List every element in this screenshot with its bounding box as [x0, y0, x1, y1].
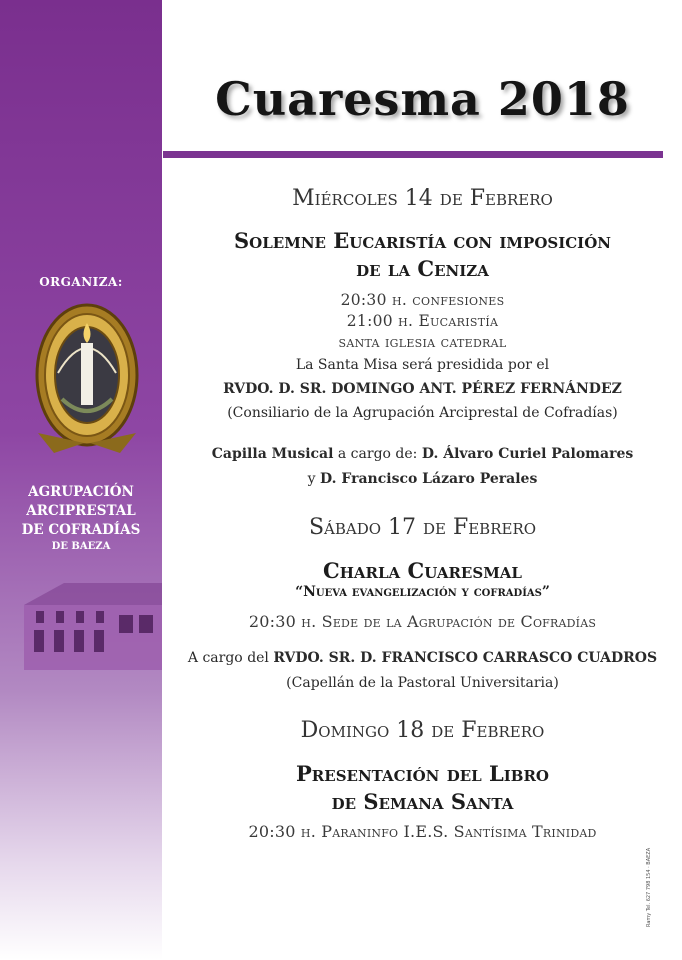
- organizer-line-2: ARCIPRESTAL: [26, 503, 136, 519]
- cofradias-seal-emblem: [34, 303, 140, 455]
- speaker-intro: A cargo del: [187, 650, 274, 666]
- music-label: Capilla Musical: [211, 446, 334, 462]
- speaker-name: RVDO. SR. D. FRANCISCO CARRASCO CUADROS: [273, 650, 658, 666]
- music-person-1: D. Álvaro Curiel Palomares: [421, 446, 634, 462]
- music-person-2: D. Francisco Lázaro Perales: [320, 471, 538, 487]
- page-title: Cuaresma 2018: [215, 72, 630, 126]
- event-1-time-2: 21:00 h. Eucaristía: [346, 312, 499, 330]
- music-connector: a cargo de:: [333, 446, 422, 462]
- event-3-time-place: 20:30 h. Paraninfo I.E.S. Santísima Trinidad: [248, 822, 597, 841]
- event-1-presider-role: (Consiliario de la Agrupación Arciprestal de Cofradías): [227, 405, 618, 421]
- event-1-presided-intro: La Santa Misa será presidida por el: [295, 357, 550, 373]
- event-2-time-place: 20:30 h. Sede de la Agrupación de Cofradías: [248, 612, 597, 631]
- title-divider: [163, 151, 663, 158]
- event-3-title-line-2: de Semana Santa: [331, 789, 514, 814]
- printer-imprint-text: Ramy Tel. 627 798 154 · BAEZA: [646, 847, 652, 927]
- event-1-time-1: 20:30 h. confesiones: [340, 291, 505, 309]
- event-1-date: Miércoles 14 de Febrero: [292, 186, 553, 211]
- sidebar: [0, 0, 162, 960]
- event-3-title-line-1: Presentación del Libro: [296, 761, 549, 786]
- event-3-date: Domingo 18 de Febrero: [300, 718, 545, 743]
- event-2-speaker-line: [163, 650, 682, 666]
- organizer-name: [0, 483, 162, 553]
- event-2-subtitle: “Nueva evangelización y cofradías”: [295, 584, 550, 600]
- event-1-music-line: [163, 446, 682, 462]
- event-1-place: santa iglesia catedral: [338, 333, 507, 351]
- event-1-music-line-2: [163, 471, 682, 487]
- music-and: y: [307, 471, 321, 487]
- organiza-label: ORGANIZA:: [39, 275, 123, 289]
- organizer-line-3: DE COFRADÍAS: [21, 522, 141, 538]
- organizer-line-4: DE BAEZA: [51, 541, 111, 552]
- organizer-line-1: AGRUPACIÓN: [28, 484, 134, 500]
- event-1-title-line-2: de la Ceniza: [356, 256, 489, 281]
- event-2-date: Sábado 17 de Febrero: [308, 515, 537, 540]
- event-1-presider: RVDO. D. SR. DOMINGO ANT. PÉREZ FERNÁNDEZ: [223, 381, 622, 397]
- event-1-title-line-1: Solemne Eucaristía con imposición: [234, 228, 611, 253]
- printer-imprint: [646, 847, 660, 927]
- event-2-speaker-role: (Capellán de la Pastoral Universitaria): [286, 675, 559, 691]
- event-2-title: Charla Cuaresmal: [323, 558, 522, 583]
- building-illustration: [24, 575, 162, 670]
